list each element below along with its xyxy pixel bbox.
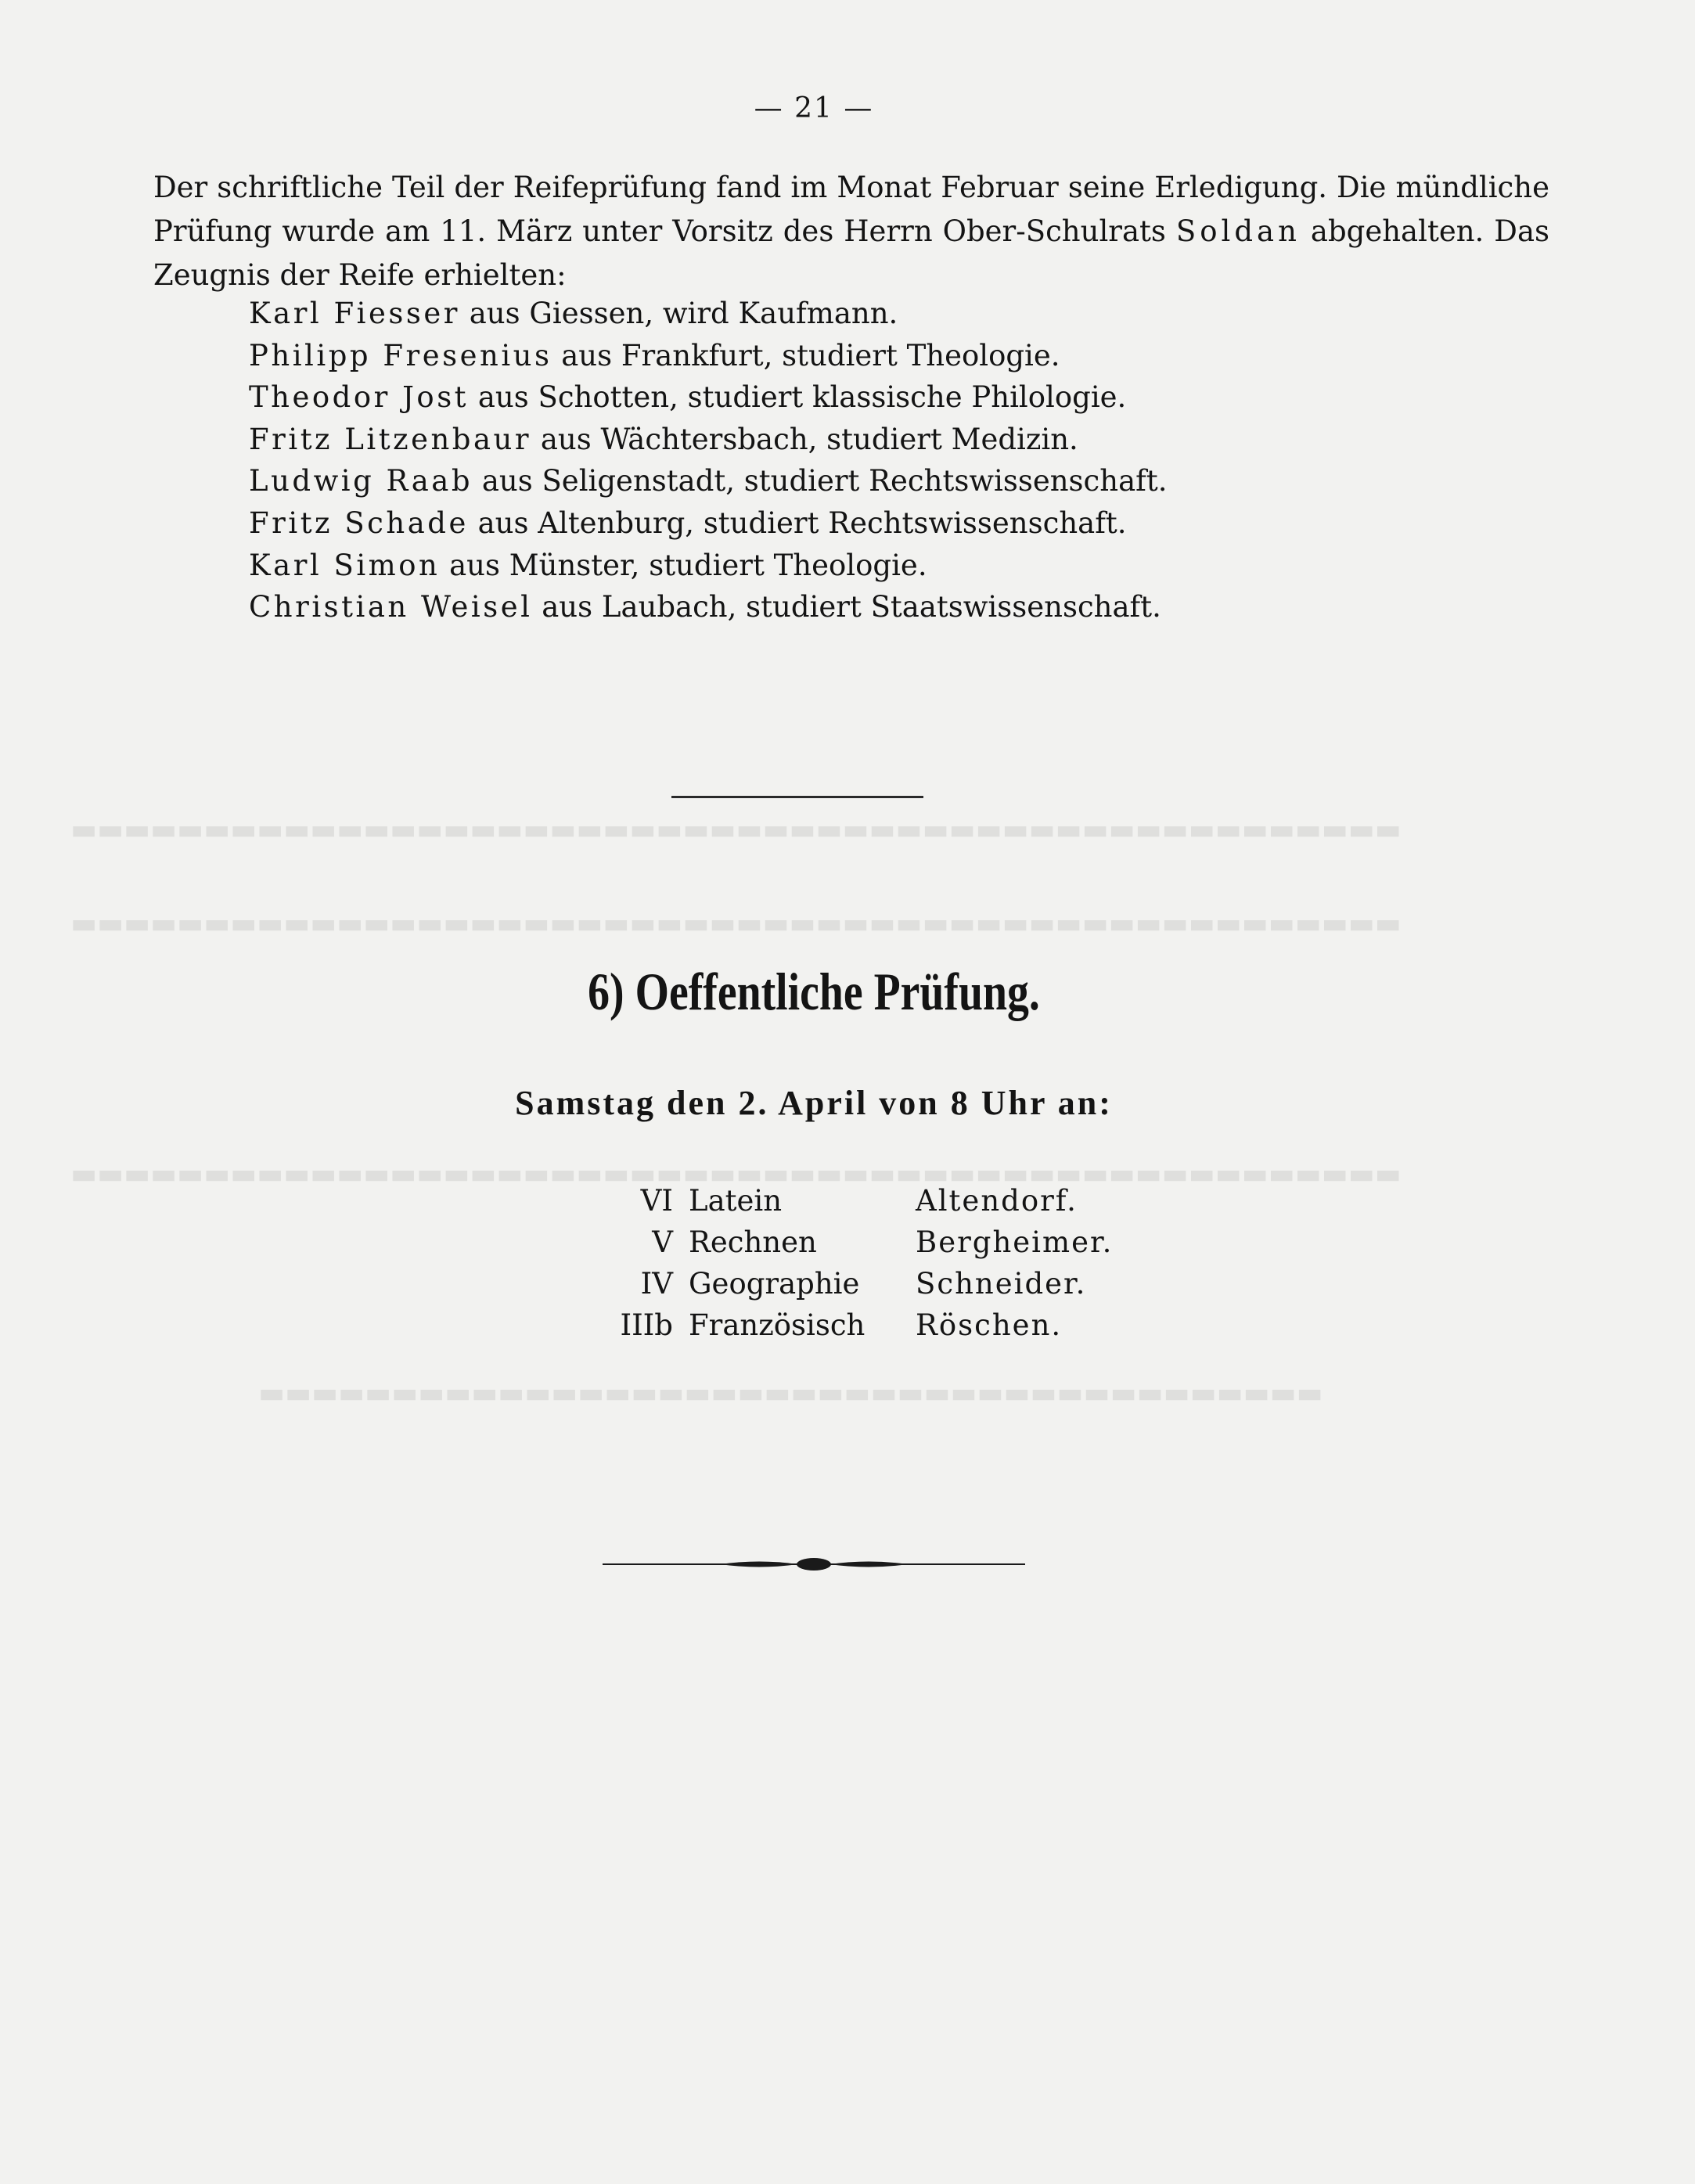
graduate-entry — [249, 502, 1167, 545]
graduate-details: aus Altenburg, studiert Rechtswissenschaft. — [477, 506, 1127, 540]
subject-cell: Geographie — [689, 1267, 860, 1301]
graduate-entry — [249, 586, 1167, 628]
table-row — [595, 1222, 1113, 1263]
subject-cell: Französisch — [689, 1308, 865, 1342]
bleed-through-decoration: ▬▬▬▬▬▬▬▬▬▬▬▬▬▬▬▬▬▬▬▬▬▬▬▬▬▬▬▬▬▬▬▬▬▬▬▬▬▬▬▬▬▬▬▬▬▬▬▬▬▬ — [70, 814, 1402, 846]
table-row — [595, 1180, 1113, 1222]
graduate-name: Christian Weisel — [249, 590, 533, 624]
section-divider — [671, 796, 923, 798]
graduate-entry — [249, 335, 1167, 377]
table-row — [595, 1304, 1113, 1346]
ornamental-divider-icon — [603, 1551, 1025, 1578]
intro-text-part1: Der schriftliche Teil der Reifeprüfung fand im Monat Februar seine Erledigung. Die mündliche Prüfung wurde am 11. März unter Vorsitz des Herrn Ober-Schulrats — [153, 171, 1549, 248]
subject-cell: Rechnen — [689, 1225, 817, 1259]
intro-text-part2: abgehalten. Das Zeugnis der Reife erhielten: — [153, 214, 1549, 292]
section-heading: 6) Oeffentliche Prüfung. — [588, 962, 1040, 1021]
teacher-cell: Bergheimer. — [916, 1225, 1114, 1259]
class-cell: V — [652, 1225, 673, 1259]
graduate-name: Ludwig Raab — [249, 464, 473, 498]
bleed-through-decoration: ▬▬▬▬▬▬▬▬▬▬▬▬▬▬▬▬▬▬▬▬▬▬▬▬▬▬▬▬▬▬▬▬▬▬▬▬▬▬▬▬ — [258, 1377, 1323, 1409]
graduate-details: aus Wächtersbach, studiert Medizin. — [540, 422, 1078, 456]
graduate-name: Fritz Schade — [249, 506, 469, 540]
page-number: — 21 — — [754, 92, 874, 124]
teacher-cell: Röschen. — [916, 1308, 1063, 1342]
graduate-entry — [249, 460, 1167, 502]
graduate-details: aus Giessen, wird Kaufmann. — [469, 297, 898, 330]
bleed-through-decoration: ▬▬▬▬▬▬▬▬▬▬▬▬▬▬▬▬▬▬▬▬▬▬▬▬▬▬▬▬▬▬▬▬▬▬▬▬▬▬▬▬▬▬▬▬▬▬▬▬▬▬ — [70, 908, 1402, 940]
graduate-name: Karl Simon — [249, 548, 441, 582]
class-cell: IV — [640, 1267, 673, 1301]
graduate-details: aus Frankfurt, studiert Theologie. — [561, 338, 1060, 372]
graduate-entry — [249, 376, 1167, 419]
class-cell: IIIb — [620, 1308, 673, 1342]
graduate-name: Philipp Fresenius — [249, 338, 552, 372]
graduate-details: aus Laubach, studiert Staatswissenschaft. — [542, 590, 1161, 624]
table-row — [595, 1263, 1113, 1304]
graduate-details: aus Münster, studiert Theologie. — [449, 548, 927, 582]
teacher-cell: Schneider. — [916, 1267, 1087, 1301]
exam-schedule-table — [595, 1180, 1113, 1346]
official-name: Soldan — [1175, 214, 1301, 248]
graduate-name: Fritz Litzenbaur — [249, 422, 532, 456]
graduate-details: aus Seligenstadt, studiert Rechtswissenschaft. — [481, 464, 1168, 498]
exam-date-line: Samstag den 2. April von 8 Uhr an: — [515, 1084, 1113, 1122]
class-cell: VI — [640, 1184, 673, 1218]
intro-paragraph — [153, 166, 1549, 297]
graduate-name: Karl Fiesser — [249, 297, 460, 330]
graduate-entry — [249, 419, 1167, 461]
graduate-name: Theodor Jost — [249, 380, 470, 415]
graduate-entry — [249, 293, 1167, 335]
teacher-cell: Altendorf. — [916, 1184, 1078, 1218]
graduate-entry — [249, 545, 1167, 587]
graduate-details: aus Schotten, studiert klassische Philologie. — [477, 380, 1127, 415]
subject-cell: Latein — [689, 1184, 783, 1218]
graduate-list — [249, 293, 1167, 628]
bleed-through-decoration: ▬▬▬▬▬▬▬▬▬▬▬▬▬▬▬▬▬▬▬▬▬▬▬▬▬▬▬▬▬▬▬▬▬▬▬▬▬▬▬▬▬▬▬▬▬▬▬▬▬▬ — [70, 1158, 1402, 1190]
